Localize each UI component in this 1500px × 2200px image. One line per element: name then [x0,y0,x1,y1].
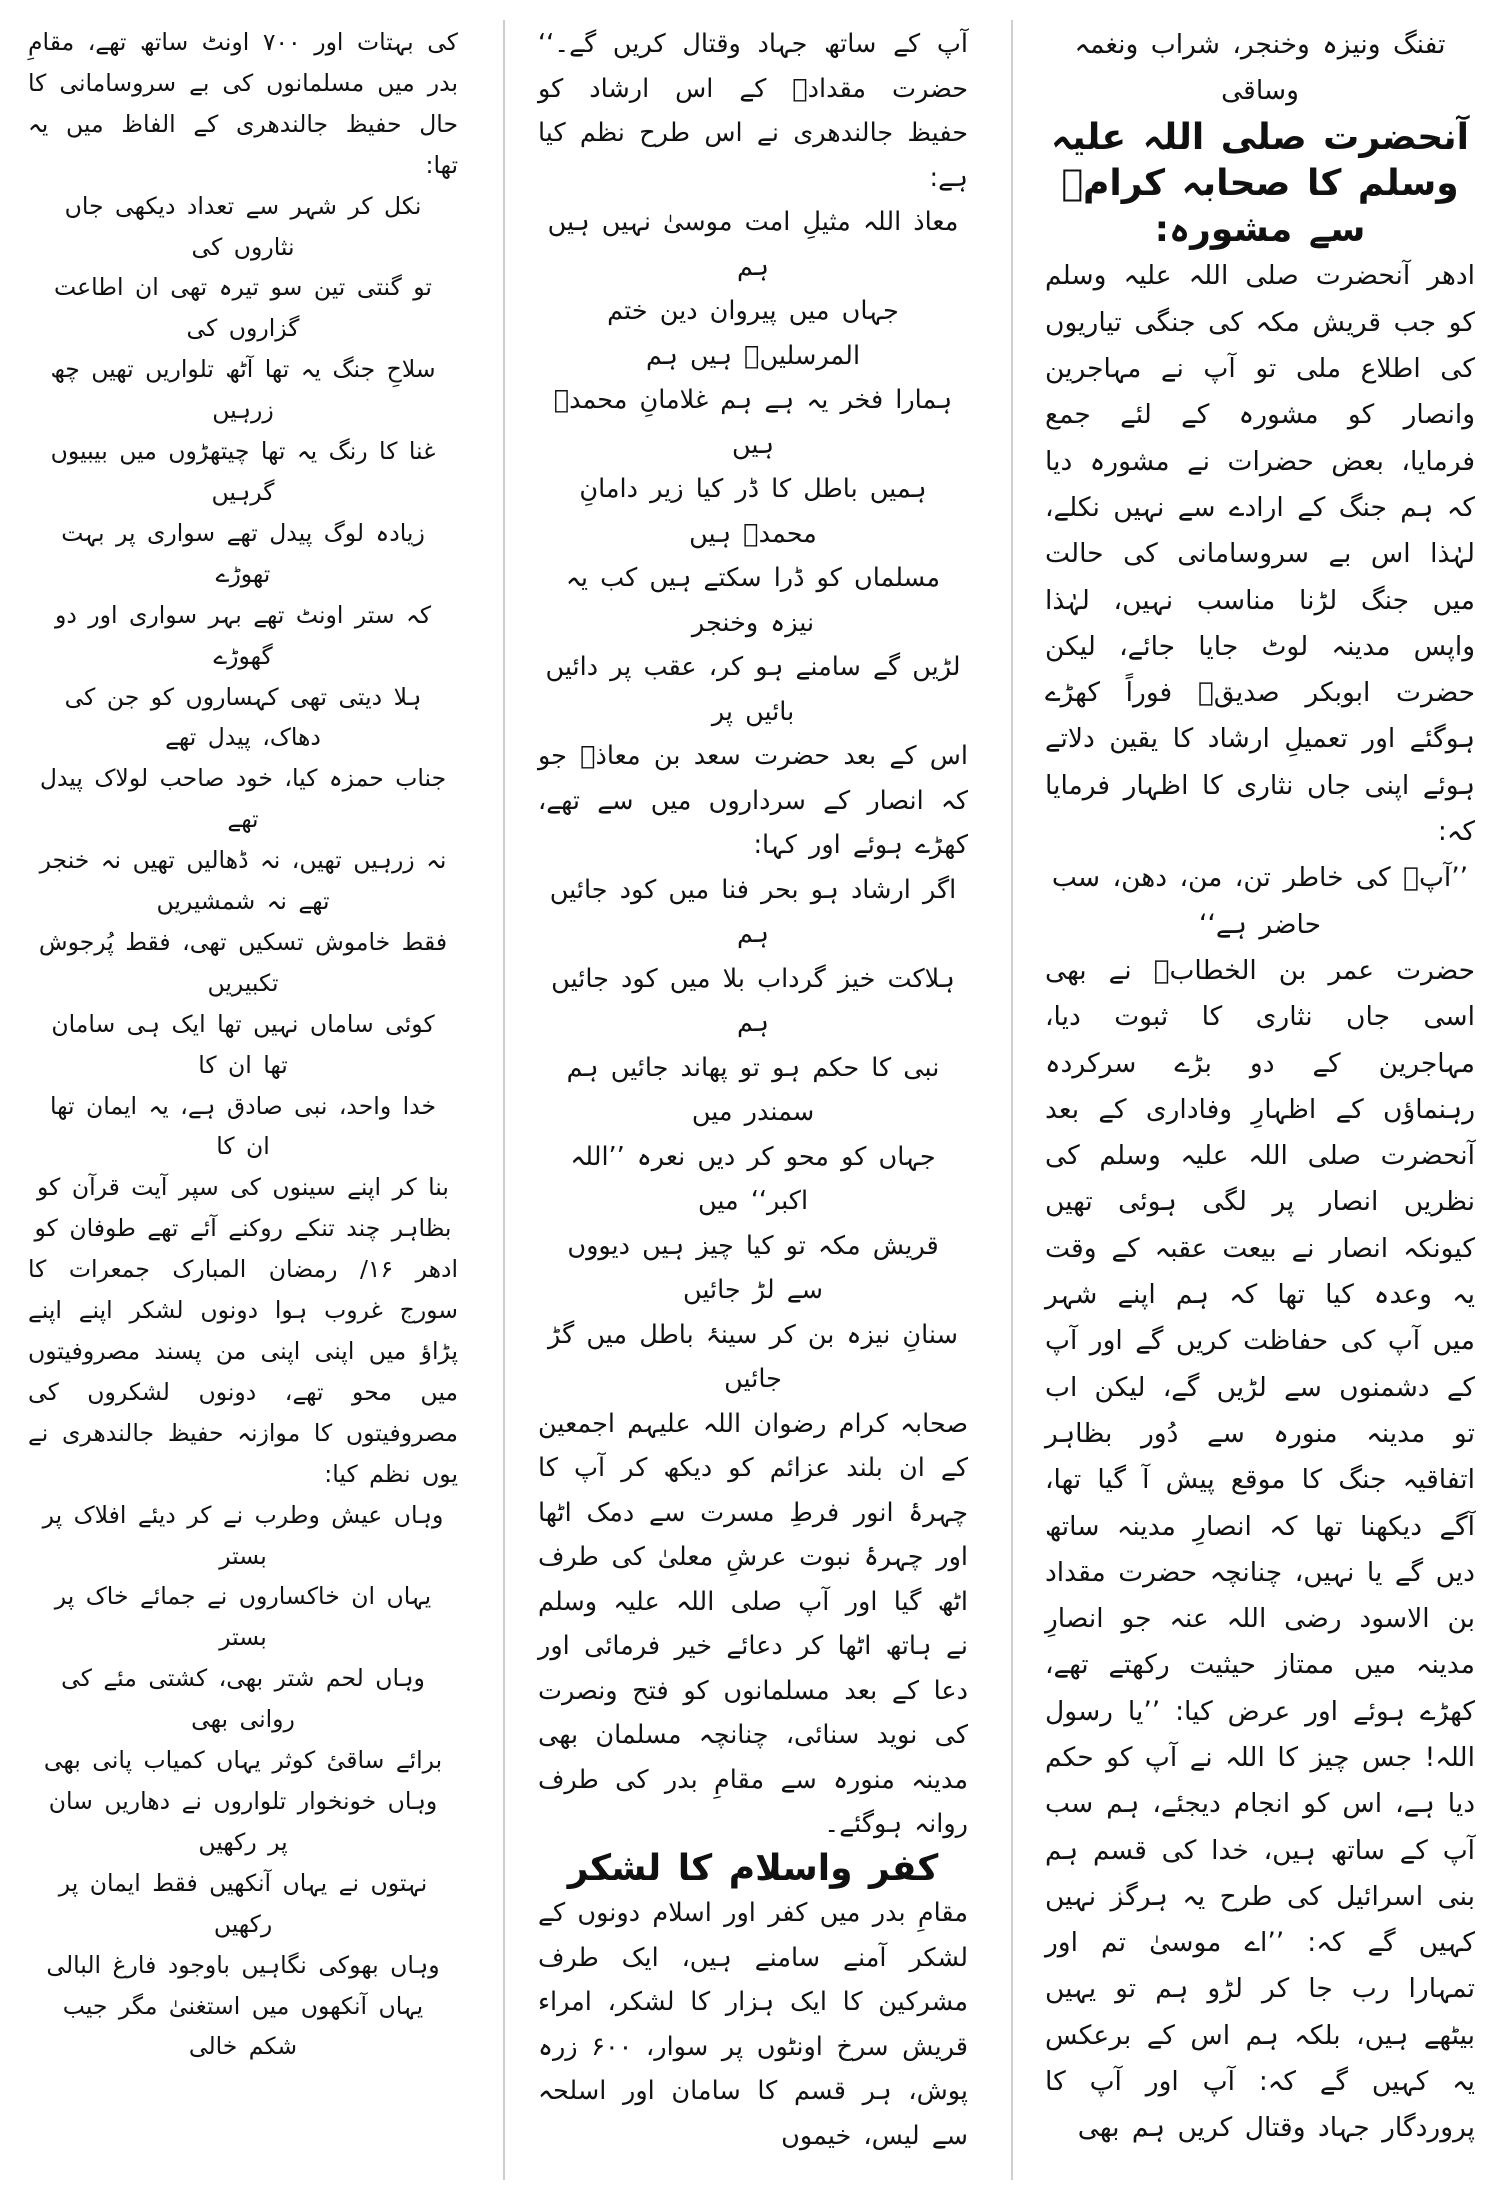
column-divider [503,20,505,2180]
poem-line: ہلاکت خیز گرداب بلا میں کود جائیں ہم [551,963,955,1038]
poem-line: مسلماں کو ڈرا سکتے ہیں کب یہ نیزہ وخنجر [565,563,941,638]
poem-line: جہاں کو محو کر دیں نعرہ ’’اللہ اکبر‘‘ میں [570,1141,936,1216]
poem-line: سلاحِ جنگ یہ تھا آٹھ تلواریں تھیں چھ زرہیں [50,355,436,425]
poem-line: سنانِ نیزہ بن کر سینۂ باطل میں گڑ جائیں [548,1319,958,1394]
poem-line: لڑیں گے سامنے ہو کر، عقب پر دائیں بائیں پر [545,652,961,727]
poem-line: کوئی ساماں نہیں تھا ایک ہی سامان تھا ان کا [51,1009,435,1079]
section-heading: آنحضرت صلی اللہ علیہ وسلم کا صحابہ کرامؓ سے مشورہ: [1050,116,1470,251]
paragraph: ادھر آنحضرت صلی اللہ علیہ وسلم کو جب قریش مکہ کی جنگی تیاریوں کی اطلاع ملی تو آپ نے مہاجرین وانصار کو مشورہ کے لئے جمع فرمایا، بعض حضرات نے مشورہ دیا کہ ہم جنگ کے ارادے سے نہیں نکلے، لہٰذا اس بے سروسامانی کی حالت میں جنگ لڑنا مناسب نہیں، لہٰذا واپس مدینہ لوٹ جایا جائے، لیکن حضرت ابوبکر صدیقؓ فوراً کھڑے ہوگئے اور تعمیلِ ارشاد کا یقین دلاتے ہوئے اپنی جاں نثاری کا اظہار فرمایا کہ: [1045,260,1475,848]
poem-line: زیادہ لوگ پیدل تھے سواری پر بہت تھوڑے [61,518,425,588]
middle-column [538,22,968,2158]
quote-line: ’’آپؐ کی خاطر تن، من، دھن، سب حاضر ہے‘‘ [1051,862,1469,940]
poem-line: معاذ اللہ مثیلِ امت موسیٰ نہیں ہیں ہم [547,207,959,282]
section-heading: کفر واسلام کا لشکر [567,1847,939,1889]
poem-line: تو گنتی تین سو تیرہ تھی ان اطاعت گزاروں کی [54,273,432,343]
opening-verse: تفنگ ونیزہ وخنجر، شراب ونغمہ وساقی [1074,29,1446,107]
column-divider [1011,20,1013,2180]
poem-line: جہاں میں پیروان دین ختم المرسلیںؐ ہیں ہم [607,296,899,371]
poem-line: نبی کا حکم ہو تو پھاند جائیں ہم سمندر میں [566,1052,940,1127]
right-column [1045,22,1475,2152]
poem-line: یہاں آنکھوں میں استغنیٰ مگر جیب شکم خالی [62,1991,424,2061]
poem-line: نہتوں نے یہاں آنکھیں فقط ایمان پر رکھیں [58,1868,428,1938]
poem-line: کہ ستر اونٹ تھے بہر سواری اور دو گھوڑے [54,600,432,670]
poem-line: وہاں عیش وطرب نے کر دیئے افلاک پر بستر [42,1500,444,1570]
poem-line: وہاں لحم شتر بھی، کشتی مئے کی روانی بھی [61,1664,425,1734]
poem-line: ہمیں باطل کا ڈر کیا زیر دامانِ محمدؐ ہیں [579,474,927,549]
poem-line: قریش مکہ تو کیا چیز ہیں دیووں سے لڑ جائیں [567,1230,939,1305]
poem-line: برائے ساقیٔ کوثر یہاں کمیاب پانی بھی [43,1746,443,1775]
poem-line: غنا کا رنگ یہ تھا چیتھڑوں میں بیبیوں گرہیں [50,437,436,506]
poem-line: بظاہر چند تنکے روکنے آئے تھے طوفان کو [34,1214,452,1243]
paragraph: صحابہ کرام رضوان اللہ علیہم اجمعین کے ان بلند عزائم کو دیکھ کر آپ کا چہرۂ انور فرطِ مسرت سے دمک اٹھا اور چہرۂ نبوت عرشِ معلیٰ کی طرف اٹھ گیا اور آپ صلی اللہ علیہ وسلم نے ہاتھ اٹھا کر دعائے خیر فرمائی اور دعا کے بعد مسلمانوں کو فتح ونصرت کی نوید سنائی، چنانچہ مسلمان بھی مدینہ منورہ سے مقامِ بدر کی طرف روانہ ہوگئے۔ [538,1408,968,1839]
left-column [28,22,458,2067]
poem-line: ہمارا فخر یہ ہے ہم غلامانِ محمدؐ ہیں [553,385,953,460]
poem-line: ہلا دیتی تھی کہساروں کو جن کی دھاک، پیدل تھے [64,682,422,752]
poem-line: وہاں بھوکی نگاہیں باوجود فارغ البالی [46,1950,440,1979]
paragraph: اس کے بعد حضرت سعد بن معاذؓ جو کہ انصار کے سرداروں میں سے تھے، کھڑے ہوئے اور کہا: [538,741,968,860]
poem-line: خدا واحد، نبی صادق ہے، یہ ایمان تھا ان کا [49,1091,437,1161]
paragraph: کی بہتات اور ۷۰۰ اونٹ ساتھ تھے، مقامِ بدر میں مسلمانوں کی بے سروسامانی کا حال حفیظ جالندھری کے الفاظ میں یہ تھا: [28,28,458,179]
paragraph: حضرت عمر بن الخطابؓ نے بھی اسی جاں نثاری کا ثبوت دیا، مہاجرین کے دو بڑے سرکردہ رہنماؤں کے اظہارِ وفاداری کے بعد آنحضرت صلی اللہ علیہ وسلم کی نظریں انصار پر لگی ہوئی تھیں کیونکہ انصار نے بیعت عقبہ کے وقت یہ وعدہ کیا تھا کہ ہم اپنے شہر میں آپ کی حفاظت کریں گے اور آپ کے دشمنوں سے لڑیں گے، لیکن اب تو مدینہ منورہ سے دُور بظاہر اتفاقیہ جنگ کا موقع پیش آ گیا تھا، آگے دیکھنا تھا کہ انصارِ مدینہ ساتھ دیں گے یا نہیں، چنانچہ حضرت مقداد بن الاسود رضی اللہ عنہ جو انصارِ مدینہ میں ممتاز حیثیت رکھتے تھے، کھڑے ہوئے اور عرض کیا: ’’یا رسول اللہ! جس چیز کا اللہ نے آپ کو حکم دیا ہے، اس کو انجام دیجئے، ہم سب آپ کے ساتھ ہیں، خدا کی قسم ہم بنی اسرائیل کی طرح یہ ہرگز نہیں کہیں گے کہ: ’’اے موسیٰ تم اور تمہارا رب جا کر لڑو ہم تو یہیں بیٹھے ہیں، بلکہ ہم اس کے برعکس یہ کہیں گے کہ: آپ اور آپ کا پروردگار جہاد وقتال کریں ہم بھی [1045,954,1475,2144]
poem-line: فقط خاموش تسکیں تھی، فقط پُرجوش تکبیریں [38,927,448,997]
poem-line: نکل کر شہر سے تعداد دیکھی جاں نثاروں کی [64,191,422,261]
poem-line: یہاں ان خاکساروں نے جمائے خاک پر بستر [54,1582,432,1652]
paragraph: آپ کے ساتھ جہاد وقتال کریں گے۔‘‘ حضرت مقدادؓ کے اس ارشاد کو حفیظ جالندھری نے اس طرح نظم کیا ہے: [538,29,968,193]
poem-line: جناب حمزہ کیا، خود صاحب لولاک پیدل تھے [39,764,447,834]
poem-line: نہ زرہیں تھیں، نہ ڈھالیں تھیں نہ خنجر تھے نہ شمشیریں [39,846,447,916]
poem-line: وہاں خونخوار تلواروں نے دھاریں سان پر رکھیں [48,1786,438,1856]
poem-line: اگر ارشاد ہو بحر فنا میں کود جائیں ہم [549,874,957,949]
paragraph: ادھر ۱۶/ رمضان المبارک جمعرات کا سورج غروب ہوا دونوں لشکر اپنے اپنے پڑاؤ میں اپنی اپنی من پسند مصروفیتوں میں محو تھے، دونوں لشکروں کی مصروفیتوں کا موازنہ حفیظ جالندھری نے یوں نظم کیا: [28,1255,458,1488]
poem-line: بنا کر اپنے سینوں کی سپر آیت قرآن کو [37,1173,449,1202]
paragraph: مقامِ بدر میں کفر اور اسلام دونوں کے لشکر آمنے سامنے ہیں، ایک طرف مشرکین کا ایک ہزار کا لشکر، امراء قریش سرخ اونٹوں پر سوار، ۶۰۰ زرہ پوش، ہر قسم کا سامان اور اسلحہ سے لیس، خیموں [538,1898,968,2151]
